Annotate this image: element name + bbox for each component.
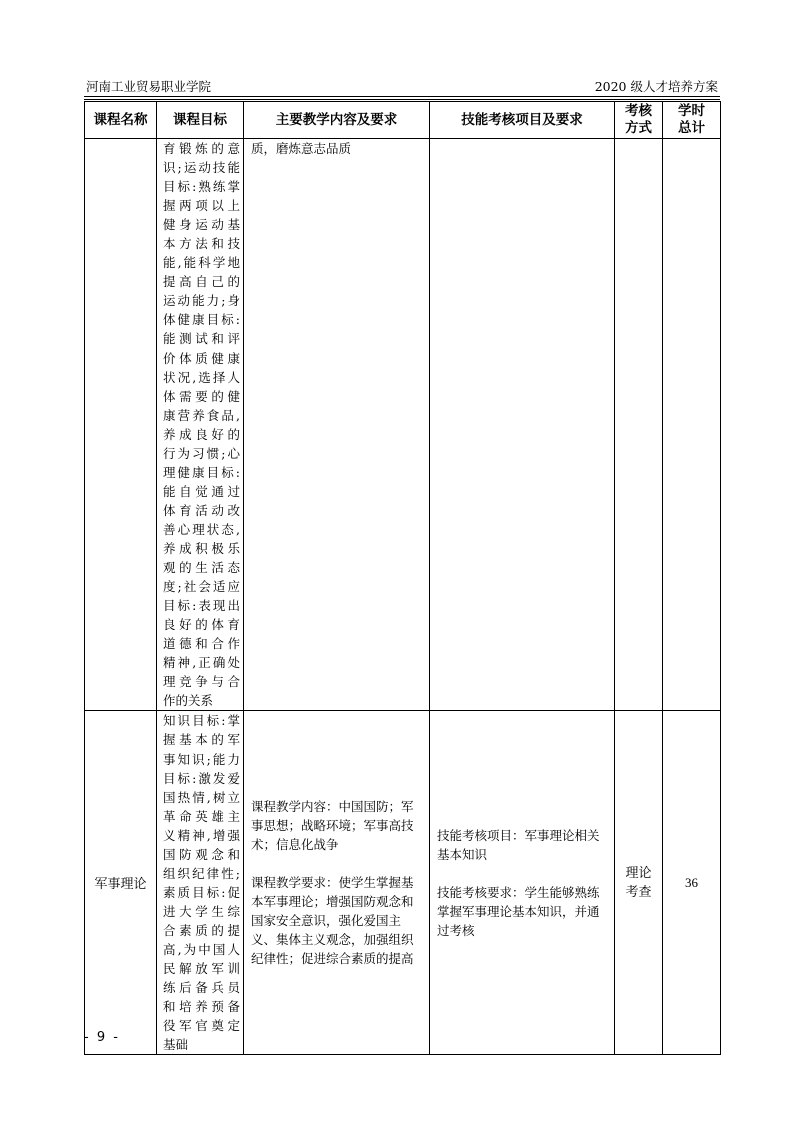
col-header-hours-line2: 总计 — [678, 120, 705, 136]
content-paragraph-content: 课程教学内容：中国国防；军事思想；战略环境；军事高技术；信息化战争 — [251, 799, 414, 853]
content-text — [244, 139, 429, 158]
course-goal-line: 养成积极乐 — [163, 540, 240, 556]
course-goal-line: 健身运动基 — [163, 217, 240, 233]
header-rule — [84, 96, 720, 97]
course-goal-line: 高,为中国人 — [163, 941, 240, 957]
course-goal-line: 练后备兵员 — [163, 980, 240, 996]
course-goal-line: 良好的体育 — [163, 617, 240, 633]
course-goal-line: 行为习惯;心 — [163, 445, 240, 461]
skills-paragraph-items: 技能考核项目：军事理论相关基本知识 — [437, 827, 600, 862]
col-header-content: 主要教学内容及要求 — [244, 102, 430, 139]
table-header-row — [85, 102, 721, 139]
course-goal-line: 握基本的军 — [163, 732, 240, 748]
method-cell — [615, 711, 663, 1055]
content-text — [244, 797, 429, 968]
course-goal-line: 义精神,增强 — [163, 827, 240, 843]
page-header — [84, 78, 720, 96]
col-header-hours-line1: 学时 — [678, 103, 705, 119]
course-goal-line: 运动能力;身 — [163, 293, 240, 309]
course-name-cell — [85, 139, 157, 711]
course-goal-line: 识;运动技能 — [163, 160, 240, 176]
course-goal-line: 民解放军训 — [163, 961, 240, 977]
course-goal-line: 目标:激发爱 — [163, 770, 240, 786]
content-cell — [244, 711, 430, 1055]
course-goal-line: 合素质的提 — [163, 922, 240, 938]
course-goal-line: 进大学生综 — [163, 903, 240, 919]
course-goal-line: 握两项以上 — [163, 198, 240, 214]
course-goal-line: 能自觉通过 — [163, 483, 240, 499]
col-header-course-goal: 课程目标 — [157, 102, 244, 139]
course-goal-text — [157, 711, 243, 1054]
course-goal-line: 养成良好的 — [163, 426, 240, 442]
col-header-method-line2: 方式 — [625, 120, 652, 136]
course-goal-line: 度;社会适应 — [163, 579, 240, 595]
course-goal-line: 革命英雄主 — [163, 808, 240, 824]
table-row — [85, 711, 721, 1055]
header-school-name: 河南工业贸易职业学院 — [86, 79, 212, 94]
method-line2: 考查 — [625, 884, 652, 900]
course-goal-line: 道德和合作 — [163, 636, 240, 652]
course-goal-line: 本方法和技 — [163, 236, 240, 252]
content-paragraph-requirements: 课程教学要求：使学生掌握基本军事理论；增强国防观念和国家安全意识，强化爱国主义、集体主义观念，加强组织纪律性；促进综合素质的提高 — [251, 875, 414, 967]
course-goal-line: 育锻炼的意 — [163, 141, 240, 156]
page-number: - 9 - — [84, 1030, 120, 1045]
col-header-course-name: 课程名称 — [85, 102, 157, 139]
skills-paragraph-requirements: 技能考核要求：学生能够熟练掌握军事理论基本知识，并通过考核 — [437, 884, 600, 938]
course-goal-line: 善心理状态, — [163, 521, 240, 537]
course-goal-line: 国防观念和 — [163, 846, 240, 862]
course-goal-line: 能测试和评 — [163, 331, 240, 347]
course-goal-line: 作的关系 — [163, 693, 214, 709]
course-goal-line: 精神,正确处 — [163, 655, 240, 671]
col-header-method-line1: 考核 — [625, 103, 652, 119]
course-goal-line: 体需要的健 — [163, 388, 240, 404]
col-header-hours — [663, 102, 721, 139]
col-header-method — [615, 102, 663, 139]
content-paragraph: 质，磨炼意志品质 — [251, 141, 352, 156]
table-row — [85, 139, 721, 711]
method-line1: 理论 — [625, 865, 652, 881]
content-cell — [244, 139, 430, 711]
hours-cell — [663, 139, 721, 711]
course-goal-line: 知识目标:掌 — [163, 713, 240, 729]
course-goal-line: 理竞争与合 — [163, 674, 240, 690]
course-goal-line: 事知识;能力 — [163, 751, 240, 767]
course-goal-line: 目标:表现出 — [163, 598, 240, 614]
course-goal-line: 目标:熟练掌 — [163, 179, 240, 195]
course-goal-line: 役军官奠定 — [163, 1018, 240, 1034]
course-goal-line: 体健康目标: — [163, 312, 240, 328]
course-goal-line: 国热情,树立 — [163, 789, 240, 805]
course-goal-line: 能,能科学地 — [163, 255, 240, 271]
course-goal-line: 理健康目标: — [163, 464, 240, 480]
course-goal-line: 提高自己的 — [163, 274, 240, 290]
course-goal-line: 和培养预备 — [163, 999, 240, 1015]
method-cell — [615, 139, 663, 711]
skills-text — [430, 826, 614, 940]
course-goal-line: 状况,选择人 — [163, 369, 240, 385]
course-goal-cell — [157, 139, 244, 711]
header-rule-thin — [84, 99, 720, 100]
course-goal-line: 体育活动改 — [163, 502, 240, 518]
hours-cell: 36 — [663, 711, 721, 1055]
curriculum-table — [84, 101, 721, 1055]
col-header-skills: 技能考核项目及要求 — [430, 102, 615, 139]
course-goal-text — [157, 139, 243, 710]
course-goal-line: 基础 — [163, 1037, 189, 1053]
header-doc-title: 2020 级人才培养方案 — [594, 79, 718, 94]
skills-cell — [430, 711, 615, 1055]
course-goal-line: 素质目标:促 — [163, 884, 240, 900]
course-goal-line: 组织纪律性; — [163, 865, 240, 881]
course-goal-line: 价体质健康 — [163, 350, 240, 366]
course-goal-line: 观的生活态 — [163, 560, 240, 576]
course-name-cell: 军事理论 — [85, 711, 157, 1055]
skills-cell — [430, 139, 615, 711]
course-goal-line: 康营养食品, — [163, 407, 240, 423]
course-goal-cell — [157, 711, 244, 1055]
